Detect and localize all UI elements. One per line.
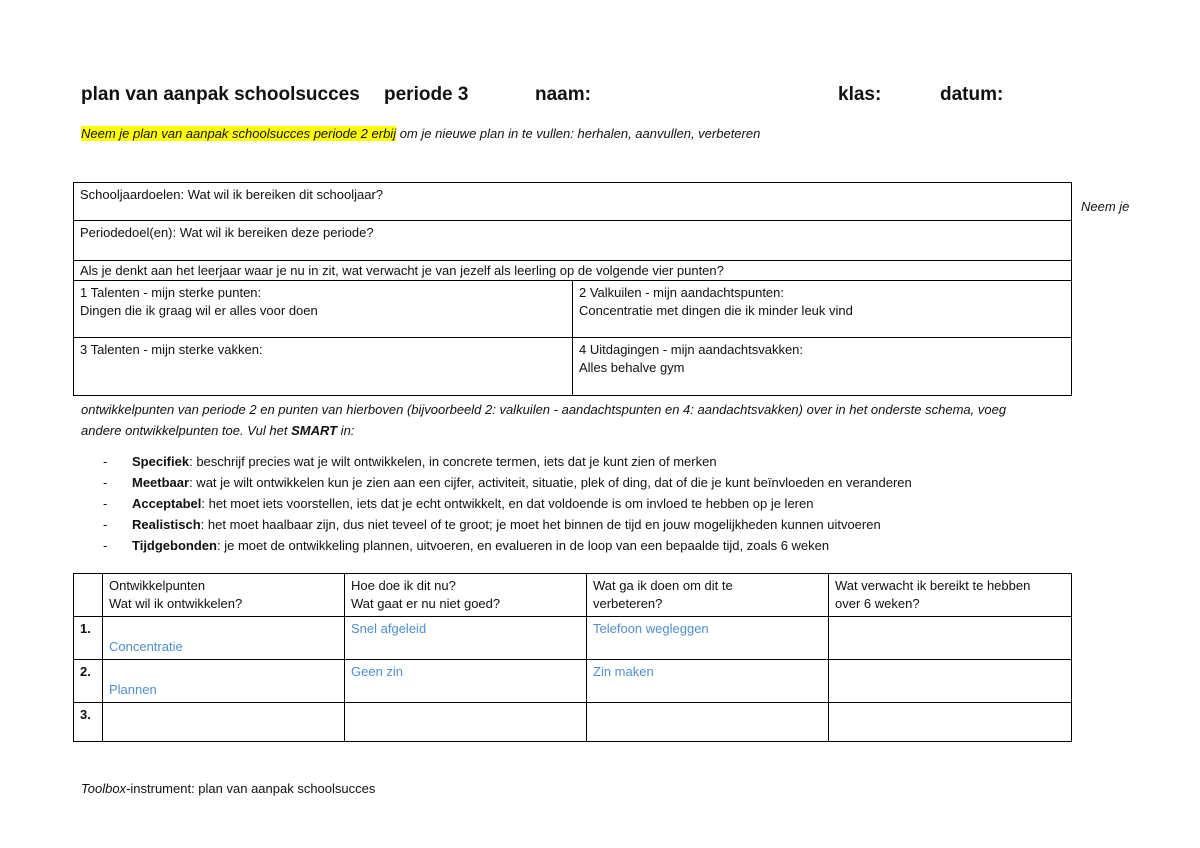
header-cell-number bbox=[74, 574, 103, 617]
smart-term-measurable: Meetbaar bbox=[132, 475, 190, 490]
now-cell[interactable]: Geen zin bbox=[345, 660, 587, 703]
goals-table bbox=[73, 182, 1072, 396]
name-label: naam: bbox=[535, 84, 591, 105]
challenges-cell[interactable] bbox=[573, 338, 1072, 396]
smart-description: : het moet iets voorstellen, iets dat je echt ontwikkelt, en dat voldoende is om invloed te hebben op je leren bbox=[201, 496, 814, 511]
document-header bbox=[81, 84, 1081, 110]
header-line: Hoe doe ik dit nu? bbox=[351, 578, 456, 593]
point-value: Plannen bbox=[109, 682, 157, 697]
footer bbox=[81, 781, 375, 796]
table-row bbox=[74, 660, 1072, 703]
instruction-line-2-prefix: andere ontwikkelpunten toe. Vul het bbox=[81, 423, 292, 438]
period-label: periode 3 bbox=[384, 84, 469, 105]
challenges-heading: 4 Uitdagingen - mijn aandachtsvakken: bbox=[579, 342, 804, 357]
todo-cell[interactable] bbox=[587, 703, 829, 742]
talents-subjects-heading: 3 Talenten - mijn sterke vakken: bbox=[80, 342, 263, 357]
period-goals-cell[interactable] bbox=[74, 221, 1072, 261]
pitfalls-heading: 2 Valkuilen - mijn aandachtspunten: bbox=[579, 285, 784, 300]
header-cell-points bbox=[103, 574, 345, 617]
smart-term-acceptable: Acceptabel bbox=[132, 496, 202, 511]
point-cell[interactable] bbox=[103, 703, 345, 742]
intro-text bbox=[81, 126, 760, 141]
point-value: Concentratie bbox=[109, 639, 183, 654]
highlighted-instruction: Neem je plan van aanpak schoolsucces periode 2 erbij bbox=[81, 126, 397, 141]
document-title: plan van aanpak schoolsucces bbox=[81, 84, 360, 105]
school-year-goals-cell[interactable] bbox=[74, 183, 1072, 221]
pitfalls-answer: Concentratie met dingen die ik minder leuk vind bbox=[579, 303, 853, 318]
side-note: Neem je bbox=[1081, 199, 1130, 214]
header-line: over 6 weken? bbox=[835, 596, 920, 611]
expectation-question-cell bbox=[74, 261, 1072, 281]
todo-cell[interactable]: Telefoon wegleggen bbox=[587, 617, 829, 660]
smart-description: : het moet haalbaar zijn, dus niet teveel of te groot; je moet het binnen de tijd en jouw mogelijkheden kunnen uitvoeren bbox=[200, 517, 881, 532]
challenges-answer: Alles behalve gym bbox=[579, 360, 685, 375]
table-row bbox=[74, 703, 1072, 742]
header-line: Wat ga ik doen om dit te bbox=[593, 578, 733, 593]
talents-subjects-cell[interactable] bbox=[74, 338, 573, 396]
plan-table bbox=[73, 573, 1072, 742]
smart-term: SMART bbox=[291, 423, 338, 438]
now-cell[interactable] bbox=[345, 703, 587, 742]
row-number: 2. bbox=[74, 660, 103, 703]
header-cell-now bbox=[345, 574, 587, 617]
header-line: Wat verwacht ik bereikt te hebben bbox=[835, 578, 1031, 593]
date-label: datum: bbox=[940, 84, 1004, 105]
talents-points-cell[interactable] bbox=[74, 281, 573, 338]
talents-points-heading: 1 Talenten - mijn sterke punten: bbox=[80, 285, 262, 300]
expect-cell[interactable] bbox=[829, 660, 1072, 703]
header-line: Wat wil ik ontwikkelen? bbox=[109, 596, 243, 611]
footer-rest: -instrument: plan van aanpak schoolsucces bbox=[126, 781, 376, 796]
footer-italic: Toolbox bbox=[81, 781, 127, 796]
instruction-line-2-suffix: in: bbox=[337, 423, 355, 438]
header-line: verbeteren? bbox=[593, 596, 663, 611]
talents-points-answer: Dingen die ik graag wil er alles voor doen bbox=[80, 303, 318, 318]
smart-term-specific: Specifiek bbox=[132, 454, 190, 469]
class-label: klas: bbox=[838, 84, 882, 105]
instruction-line-2 bbox=[81, 420, 1101, 441]
header-cell-expect bbox=[829, 574, 1072, 617]
table-row bbox=[74, 617, 1072, 660]
instruction-line-1: ontwikkelpunten van periode 2 en punten van hierboven (bijvoorbeeld 2: valkuilen - aandachtspunten en 4: aandachtsvakken) over in het onderste schema, voeg bbox=[81, 402, 1007, 417]
list-item: - Acceptabel: het moet iets voorstellen, iets dat je echt ontwikkelt, en dat voldoende is om invloed te hebben op je leren bbox=[103, 496, 814, 511]
instruction-paragraph bbox=[81, 399, 1101, 441]
intro-rest: om je nieuwe plan in te vullen: herhalen, aanvullen, verbeteren bbox=[396, 126, 761, 141]
point-cell[interactable] bbox=[103, 617, 345, 660]
todo-cell[interactable]: Zin maken bbox=[587, 660, 829, 703]
smart-list bbox=[103, 451, 1093, 556]
header-line: Wat gaat er nu niet goed? bbox=[351, 596, 501, 611]
smart-description: : wat je wilt ontwikkelen kun je zien aan een cijfer, activiteit, situatie, plek of ding, dat of die je kunt beïnvloeden en veranderen bbox=[189, 475, 912, 490]
row-number: 3. bbox=[74, 703, 103, 742]
smart-term-realistic: Realistisch bbox=[132, 517, 201, 532]
list-item: - Tijdgebonden: je moet de ontwikkeling plannen, uitvoeren, en evalueren in de loop van een bepaalde tijd, zoals 6 weken bbox=[103, 538, 830, 553]
list-item: - Meetbaar: wat je wilt ontwikkelen kun je zien aan een cijfer, activiteit, situatie, plek of ding, dat of die je kunt beïnvloeden en veranderen bbox=[103, 475, 912, 490]
period-goals-label: Periodedoel(en): Wat wil ik bereiken deze periode? bbox=[80, 225, 374, 240]
school-year-goals-label: Schooljaardoelen: Wat wil ik bereiken dit schooljaar? bbox=[80, 187, 384, 202]
header-cell-todo bbox=[587, 574, 829, 617]
list-item: - Specifiek: beschrijf precies wat je wilt ontwikkelen, in concrete termen, iets dat je kunt zien of merken bbox=[103, 454, 717, 469]
expectation-question: Als je denkt aan het leerjaar waar je nu in zit, wat verwacht je van jezelf als leerling op de volgende vier punten? bbox=[80, 263, 724, 278]
list-item: - Realistisch: het moet haalbaar zijn, dus niet teveel of te groot; je moet het binnen de tijd en jouw mogelijkheden kunnen uitvoeren bbox=[103, 517, 881, 532]
expect-cell[interactable] bbox=[829, 703, 1072, 742]
row-number: 1. bbox=[74, 617, 103, 660]
smart-description: : je moet de ontwikkeling plannen, uitvoeren, en evalueren in de loop van een bepaalde tijd, zoals 6 weken bbox=[216, 538, 830, 553]
expect-cell[interactable] bbox=[829, 617, 1072, 660]
now-cell[interactable]: Snel afgeleid bbox=[345, 617, 587, 660]
smart-description: : beschrijf precies wat je wilt ontwikkelen, in concrete termen, iets dat je kunt zien of merken bbox=[189, 454, 717, 469]
point-cell[interactable] bbox=[103, 660, 345, 703]
header-line: Ontwikkelpunten bbox=[109, 578, 206, 593]
pitfalls-cell[interactable] bbox=[573, 281, 1072, 338]
smart-term-timebound: Tijdgebonden bbox=[132, 538, 217, 553]
